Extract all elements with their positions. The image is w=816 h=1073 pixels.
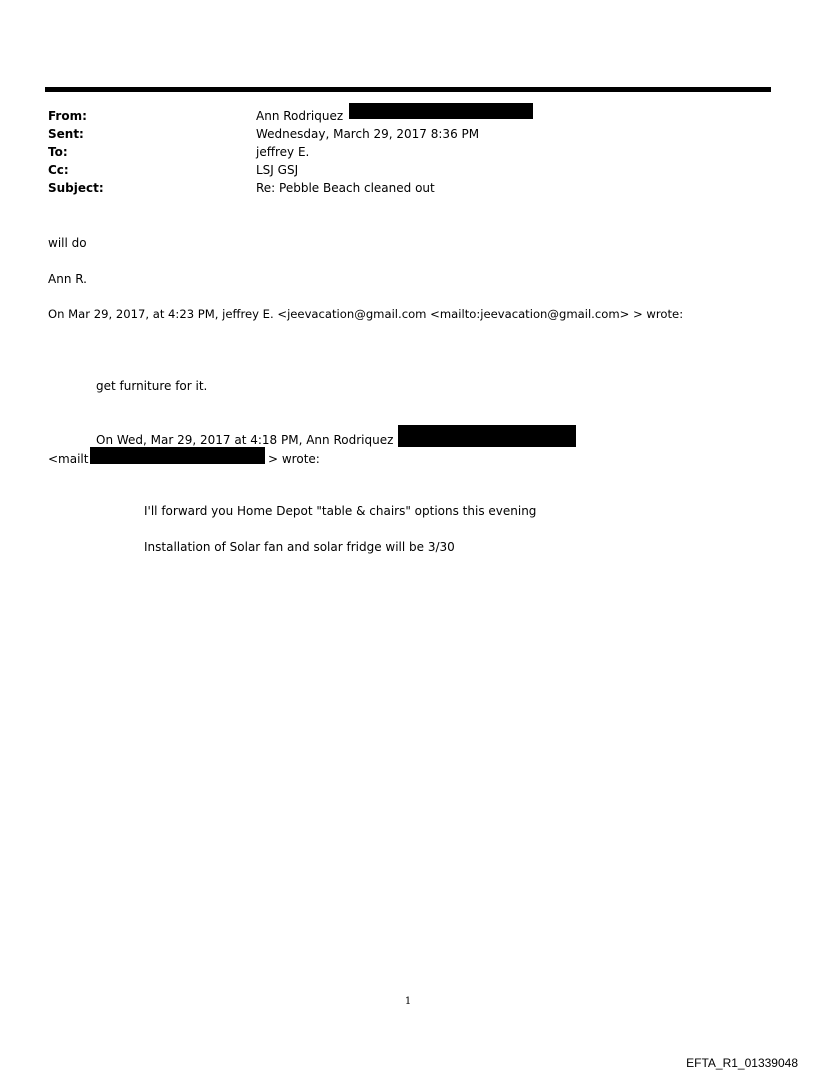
to-value: jeffrey E. <box>256 145 310 159</box>
sent-label: Sent: <box>48 127 84 141</box>
quote2-mailto-end: > wrote: <box>268 452 320 466</box>
quote2-line1: I'll forward you Home Depot "table & chairs" options this evening <box>144 504 537 518</box>
to-label: To: <box>48 145 68 159</box>
cc-value: LSJ GSJ <box>256 163 299 177</box>
redaction-box <box>349 103 533 119</box>
page-number: 1 <box>404 996 412 1007</box>
reply-line: will do <box>48 236 87 250</box>
from-label: From: <box>48 109 87 123</box>
quote2-attribution: On Wed, Mar 29, 2017 at 4:18 PM, Ann Rodriquez <box>96 433 394 447</box>
subject-label: Subject: <box>48 181 104 195</box>
quote2-mailto-start: <mailt <box>48 452 89 466</box>
cc-label: Cc: <box>48 163 69 177</box>
redaction-box <box>90 447 265 464</box>
header-divider <box>45 87 771 92</box>
quote1-attribution: On Mar 29, 2017, at 4:23 PM, jeffrey E. <jeevacation@gmail.com <mailto:jeevacation@gmail.com> > wrote: <box>48 307 684 321</box>
bates-id: EFTA_R1_01339048 <box>686 1056 798 1070</box>
quote1-text: get furniture for it. <box>96 379 208 393</box>
redaction-box <box>398 425 576 447</box>
subject-value: Re: Pebble Beach cleaned out <box>256 181 435 195</box>
from-value: Ann Rodriquez <box>256 109 344 123</box>
quote2-line2: Installation of Solar fan and solar fridge will be 3/30 <box>144 540 455 554</box>
sent-value: Wednesday, March 29, 2017 8:36 PM <box>256 127 480 141</box>
signature: Ann R. <box>48 272 87 286</box>
